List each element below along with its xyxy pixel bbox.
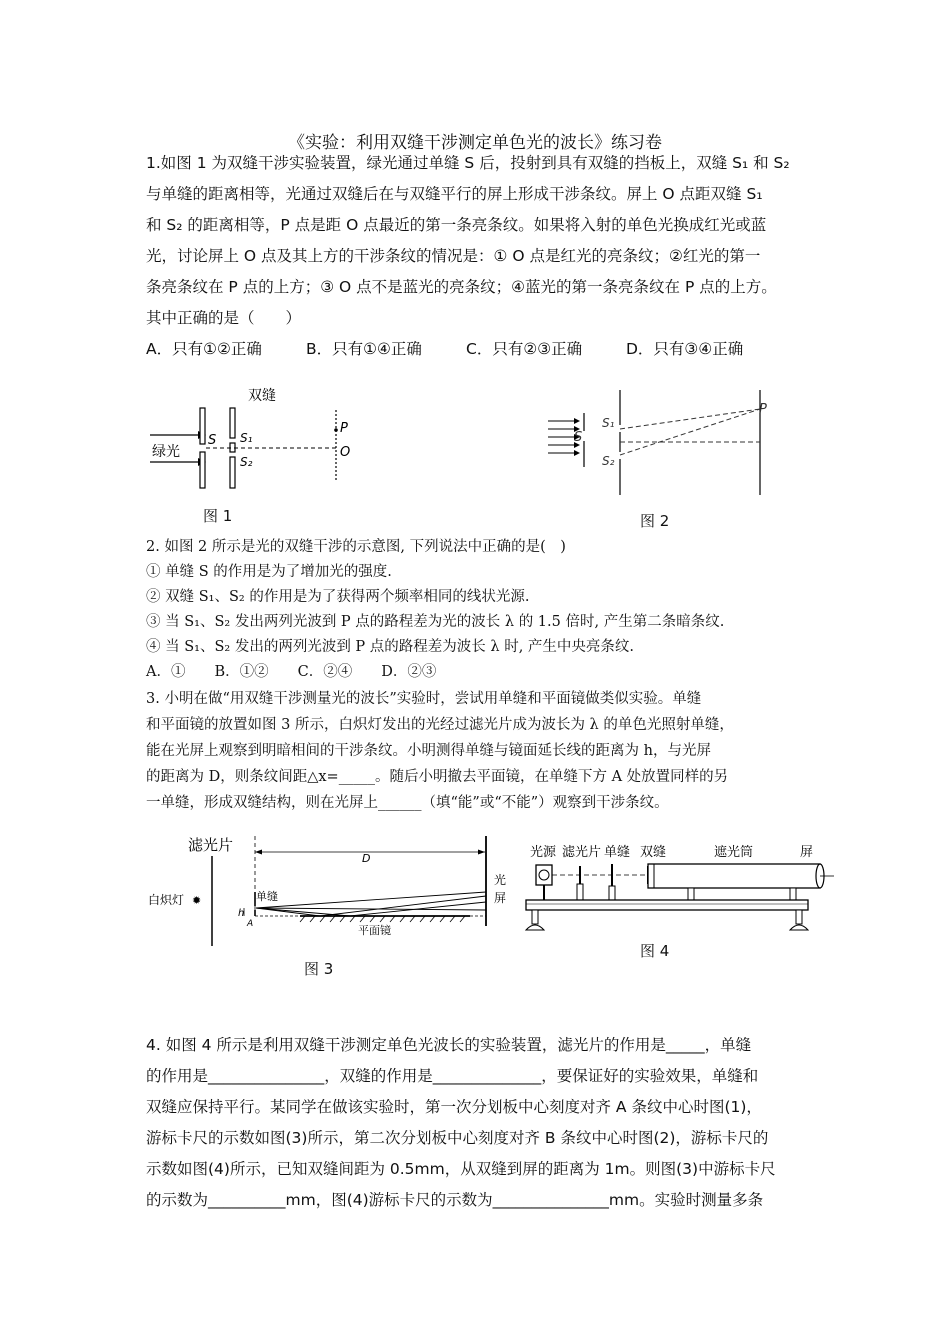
fig4-label-screen: 屏 — [800, 845, 814, 860]
fig1-caption: 图 1 — [203, 507, 233, 525]
q2-line: ④ 当 S₁、S₂ 发出的两列光波到 P 点的路程差为波长 λ 时, 产生中央亮条纹. — [146, 639, 635, 655]
q3-line: 和平面镜的放置如图 3 所示，白炽灯发出的光经过滤光片成为波长为 λ 的单色光照射单缝， — [146, 717, 734, 733]
fig3-screen-label-1: 光 — [494, 873, 507, 887]
fig2-s1-label: S₁ — [602, 416, 615, 430]
fig1-s1-label: S₁ — [240, 431, 253, 445]
q1-line: 1.如图 1 为双缝干涉实验装置，绿光通过单缝 S 后，投射到具有双缝的挡板上，双缝 S₁ 和 S₂ — [146, 154, 790, 172]
q3-line: 的距离为 D，则条纹间距△x=_____。随后小明撤去平面镜，在单缝下方 A 处放置同样的另 — [146, 769, 729, 785]
fig1-s2-label: S₂ — [240, 455, 253, 469]
q1-line: 其中正确的是（ ） — [146, 309, 302, 327]
fig4-label-tube: 遮光筒 — [714, 845, 754, 860]
q4-line: 示数如图(4)所示，已知双缝间距为 0.5mm，从双缝到屏的距离为 1m。则图(3)中游标卡尺 — [146, 1160, 776, 1178]
q4-line: 的示数为__________mm，图(4)游标卡尺的示数为_______________mm。实验时测量多条 — [146, 1191, 764, 1209]
question-1 — [146, 148, 826, 365]
question-3 — [146, 686, 846, 816]
fig3-slit-label: 单缝 — [256, 890, 278, 903]
fig3-a-label: A — [247, 919, 254, 929]
fig2-s2-label: S₂ — [602, 454, 615, 468]
fig2-caption: 图 2 — [640, 512, 670, 530]
figure-2 — [540, 385, 780, 500]
q1-option-a: A．只有①②正确 — [146, 340, 262, 358]
fig3-mirror-label: 平面镜 — [358, 924, 391, 937]
figure-1 — [140, 380, 380, 500]
fig3-screen-label-2: 屏 — [494, 891, 507, 905]
q1-line: 光，讨论屏上 O 点及其上方的干涉条纹的情况是：① O 点是红光的亮条纹；②红光的第一 — [146, 247, 761, 265]
q4-line: 双缝应保持平行。某同学在做该实验时，第一次分划板中心刻度对齐 A 条纹中心时图(1)， — [146, 1098, 762, 1116]
q2-line: A．① B．①② C．②④ D．②③ — [146, 664, 437, 680]
question-2 — [146, 535, 846, 685]
q3-line: 能在光屏上观察到明暗相间的干涉条纹。小明测得单缝与镜面延长线的距离为 h，与光屏 — [146, 743, 711, 759]
fig4-label-double-slit: 双缝 — [640, 845, 667, 860]
fig4-label-single-slit: 单缝 — [604, 845, 631, 860]
q1-option-b: B．只有①④正确 — [306, 340, 422, 358]
q1-option-c: C．只有②③正确 — [466, 340, 583, 358]
question-4 — [146, 1030, 826, 1216]
fig1-s-label: S — [208, 433, 217, 448]
fig3-lamp-icon: ✹ — [192, 894, 202, 907]
q1-options — [146, 334, 826, 365]
fig4-label-light-source: 光源 — [530, 845, 557, 860]
fig2-p-label: P — [759, 402, 767, 417]
q1-line: 条亮条纹在 P 点的上方；③ O 点不是蓝光的亮条纹；④蓝光的第一条亮条纹在 P 点的上方。 — [146, 278, 777, 296]
q4-line: 的作用是_______________，双缝的作用是______________，要保证好的实验效果，单缝和 — [146, 1067, 759, 1085]
fig4-label-filter: 滤光片 — [562, 845, 602, 860]
q4-line: 4. 如图 4 所示是利用双缝干涉测定单色光波长的实验装置，滤光片的作用是_____，单缝 — [146, 1036, 752, 1054]
q1-option-d: D．只有③④正确 — [626, 340, 744, 358]
fig3-h-label: h — [238, 908, 245, 919]
fig4-caption: 图 4 — [640, 942, 670, 960]
figure-3 — [140, 830, 520, 950]
fig3-d-label: D — [362, 852, 371, 865]
q2-line: ③ 当 S₁、S₂ 发出两列光波到 P 点的路程差为光的波长 λ 的 1.5 倍时, 产生第二条暗条纹. — [146, 614, 725, 630]
q3-line: 3. 小明在做“用双缝干涉测量光的波长”实验时，尝试用单缝和平面镜做类似实验。单缝 — [146, 691, 702, 707]
fig2-s-label: S — [574, 430, 583, 445]
q2-line: ① 单缝 S 的作用是为了增加光的强度. — [146, 564, 392, 580]
fig3-caption: 图 3 — [304, 960, 334, 978]
q3-line: 一单缝，形成双缝结构，则在光屏上______（填“能”或“不能”）观察到干涉条纹。 — [146, 795, 669, 811]
fig3-lamp-label: 白炽灯 — [148, 893, 185, 907]
page-title: 《实验：利用双缝干涉测定单色光的波长》练习卷 — [288, 133, 662, 153]
q4-line: 游标卡尺的示数如图(3)所示，第二次分划板中心刻度对齐 B 条纹中心时图(2)，游标卡尺的 — [146, 1129, 769, 1147]
figure-4 — [518, 838, 838, 938]
q2-line: 2. 如图 2 所示是光的双缝干涉的示意图, 下列说法中正确的是( ) — [146, 539, 566, 555]
q1-line: 和 S₂ 的距离相等，P 点是距 O 点最近的第一条亮条纹。如果将入射的单色光换成红光或蓝 — [146, 216, 767, 234]
fig1-green-label: 绿光 — [152, 444, 180, 460]
q1-line: 与单缝的距离相等，光通过双缝后在与双缝平行的屏上形成干涉条纹。屏上 O 点距双缝 S₁ — [146, 185, 763, 203]
fig1-o-label: O — [340, 445, 351, 460]
fig1-p-label: P — [340, 421, 348, 436]
fig1-double-slit-label: 双缝 — [248, 388, 276, 404]
q2-line: ② 双缝 S₁、S₂ 的作用是为了获得两个频率相同的线状光源. — [146, 589, 530, 605]
fig3-filter-label: 滤光片 — [188, 836, 234, 854]
